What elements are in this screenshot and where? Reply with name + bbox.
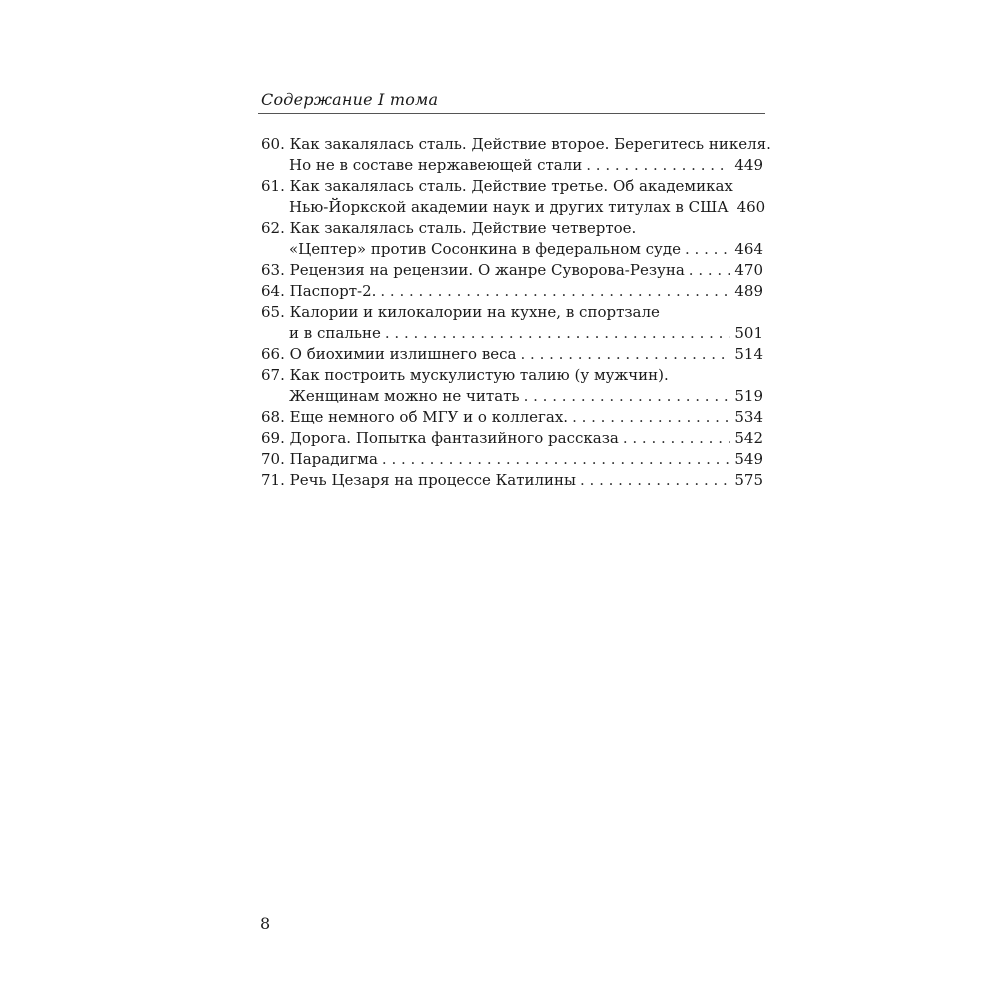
- dot-leader: [382, 449, 730, 470]
- toc-entry-number: 70.: [261, 450, 285, 468]
- toc-entry-title-line: и в спальне: [289, 324, 381, 342]
- toc-entry-page: 549: [734, 450, 763, 468]
- toc-entry-page: 460: [736, 198, 766, 216]
- toc-entry-title-line: Но не в составе нержавеющей стали: [289, 156, 583, 174]
- table-of-contents: [261, 134, 771, 491]
- toc-entry-title-line: Парадигма: [289, 450, 378, 468]
- toc-entry-number: 67.: [261, 366, 285, 384]
- toc-entry: [261, 281, 763, 302]
- page-number: 8: [260, 914, 271, 933]
- toc-entry-number: 64.: [261, 282, 285, 300]
- dot-leader: [623, 428, 731, 449]
- dot-leader: [521, 344, 731, 365]
- toc-entry-number: 66.: [261, 345, 285, 363]
- running-head: Содержание I тома: [261, 90, 439, 109]
- toc-entry: [261, 302, 763, 344]
- toc-entry: [261, 218, 763, 260]
- dot-leader: [580, 470, 730, 491]
- toc-entry: [261, 449, 763, 470]
- toc-entry-title-line: Как закалялась сталь. Действие второе. Берегитесь никеля.: [289, 135, 771, 153]
- dot-leader: [524, 386, 731, 407]
- dot-leader: [385, 323, 730, 344]
- toc-entry-number: 62.: [261, 219, 285, 237]
- toc-entry-title-line: Как построить мускулистую талию (у мужчин).: [289, 366, 669, 384]
- toc-entry-number: 61.: [261, 177, 285, 195]
- toc-entry-number: 63.: [261, 261, 285, 279]
- toc-entry-title-line: Рецензия на рецензии. О жанре Суворова-Резуна: [289, 261, 685, 279]
- toc-entry: [261, 365, 763, 407]
- dot-leader: [689, 260, 731, 281]
- toc-entry-page: 501: [734, 324, 763, 342]
- toc-entry-title-line: Нью-Йоркской академии наук и других титулах в США: [289, 198, 729, 216]
- toc-entry-page: 534: [734, 408, 763, 426]
- toc-entry-page: 464: [734, 240, 763, 258]
- toc-entry: [261, 260, 763, 281]
- dot-leader: [572, 407, 730, 428]
- dot-leader: [586, 155, 730, 176]
- toc-entry: [261, 134, 771, 176]
- toc-entry-title-line: «Цептер» против Сосонкина в федеральном суде: [289, 240, 681, 258]
- toc-entry-page: 542: [734, 429, 763, 447]
- toc-entry-number: 68.: [261, 408, 285, 426]
- toc-entry: [261, 176, 766, 218]
- toc-entry-page: 449: [734, 156, 763, 174]
- toc-entry: [261, 428, 763, 449]
- dot-leader: [685, 239, 730, 260]
- toc-entry-number: 65.: [261, 303, 285, 321]
- toc-entry-title-line: О биохимии излишнего веса: [289, 345, 517, 363]
- toc-entry-title-line: Калории и килокалории на кухне, в спортзале: [289, 303, 660, 321]
- toc-entry: [261, 344, 763, 365]
- toc-entry-title-line: Женщинам можно не читать: [289, 387, 520, 405]
- toc-entry-page: 514: [734, 345, 763, 363]
- dot-leader: [380, 281, 730, 302]
- toc-entry-number: 60.: [261, 135, 285, 153]
- toc-entry-title-line: Как закалялась сталь. Действие третье. Об академиках: [289, 177, 733, 195]
- toc-entry-page: 489: [734, 282, 763, 300]
- toc-entry-page: 519: [734, 387, 763, 405]
- toc-entry-number: 69.: [261, 429, 285, 447]
- header-rule: [258, 113, 765, 114]
- toc-entry-page: 575: [734, 471, 763, 489]
- toc-entry-title-line: Как закалялась сталь. Действие четвертое.: [289, 219, 637, 237]
- toc-entry-title-line: Речь Цезаря на процессе Катилины: [289, 471, 576, 489]
- toc-entry: [261, 407, 763, 428]
- toc-entry-page: 470: [734, 261, 763, 279]
- toc-entry-title-line: Паспорт-2.: [289, 282, 377, 300]
- toc-entry: [261, 470, 763, 491]
- toc-entry-title-line: Еще немного об МГУ и о коллегах.: [289, 408, 569, 426]
- toc-entry-title-line: Дорога. Попытка фантазийного рассказа: [289, 429, 619, 447]
- toc-entry-number: 71.: [261, 471, 285, 489]
